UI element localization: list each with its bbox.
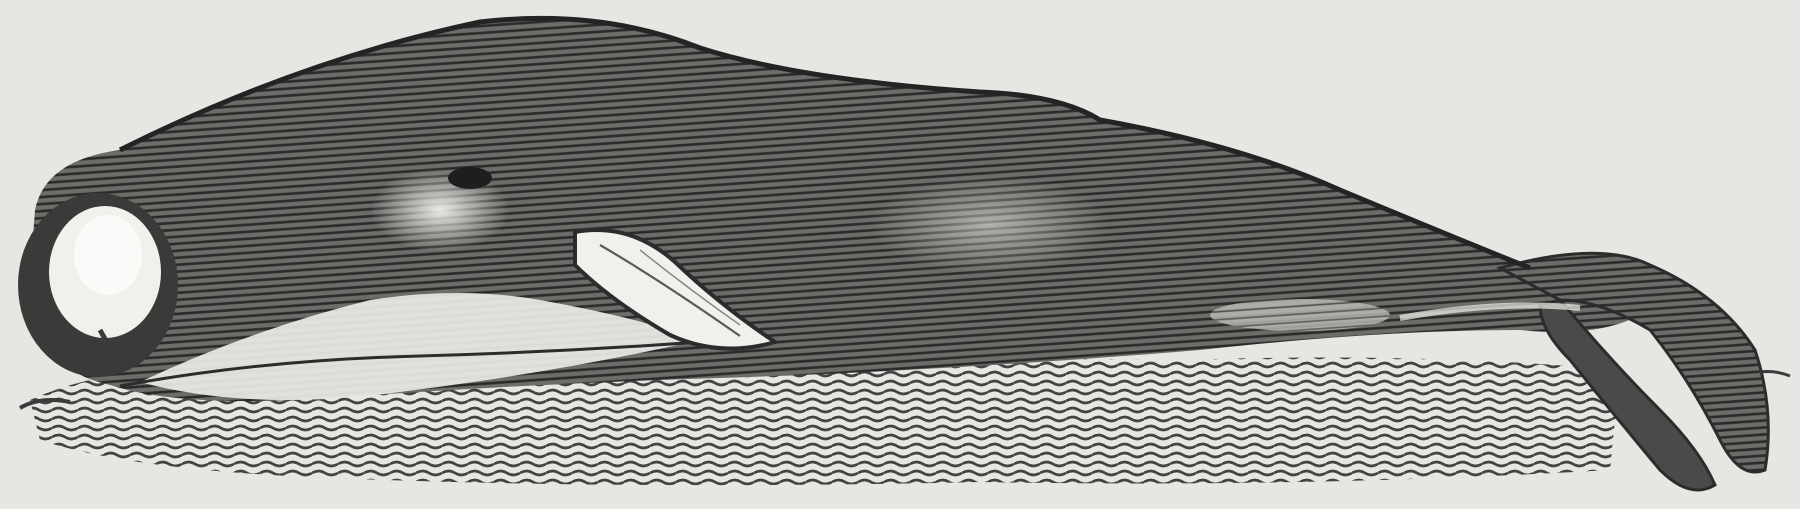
whale-eye: [448, 167, 492, 189]
whale-head: [18, 193, 178, 377]
